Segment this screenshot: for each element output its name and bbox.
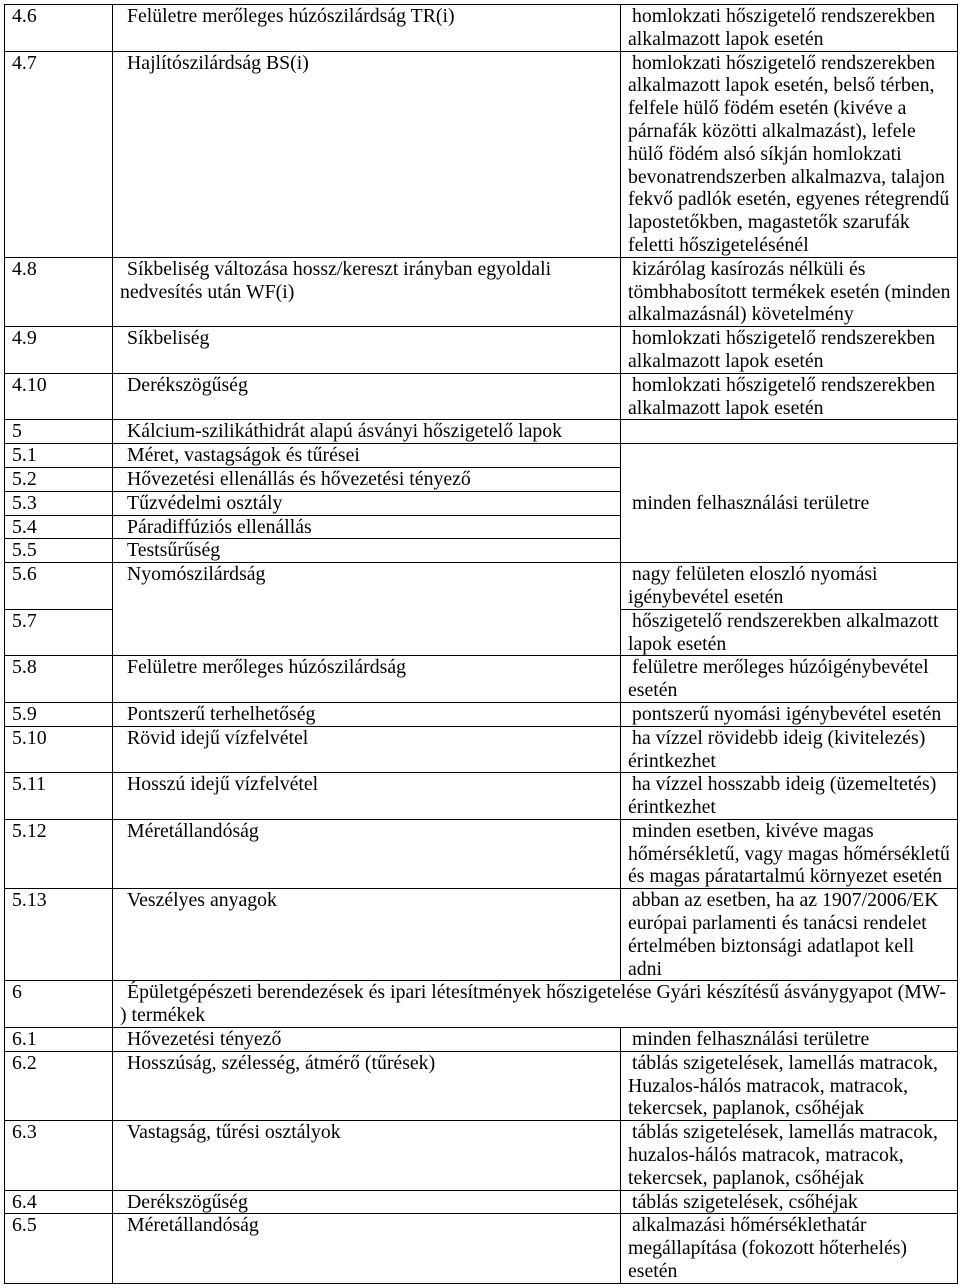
application-scope: felületre merőleges húzóigénybevétel esetén <box>621 656 958 703</box>
table-row <box>5 819 958 888</box>
item-number: 5.13 <box>5 889 113 981</box>
requirements-table <box>4 4 958 1284</box>
item-number: 4.8 <box>5 257 113 326</box>
application-scope: táblás szigetelések, lamellás matracok, huzalos-hálós matracok, matracok, tekercsek, paplanok, csőhéjak <box>621 1121 958 1190</box>
section-number: 6 <box>5 981 113 1028</box>
item-number: 5.3 <box>5 491 113 515</box>
item-number: 5.2 <box>5 467 113 491</box>
table-row <box>5 702 958 726</box>
item-number: 5.1 <box>5 444 113 468</box>
item-number: 4.6 <box>5 5 113 52</box>
table-row <box>5 373 958 420</box>
application-scope: homlokzati hőszigetelő rendszerekben alkalmazott lapok esetén <box>621 327 958 374</box>
item-number: 5.12 <box>5 819 113 888</box>
application-scope: alkalmazási hőmérséklethatár megállapítása (fokozott hőterhelés) esetén <box>621 1214 958 1283</box>
property-name: Hajlítószilárdság BS(i) <box>113 51 621 257</box>
item-number: 6.2 <box>5 1051 113 1120</box>
item-number: 6.1 <box>5 1028 113 1052</box>
property-name: Páradiffúziós ellenállás <box>113 515 621 539</box>
table-row <box>5 5 958 52</box>
table-row <box>5 1121 958 1190</box>
property-name: Hővezetési tényező <box>113 1028 621 1052</box>
table-row <box>5 889 958 981</box>
item-number: 5.4 <box>5 515 113 539</box>
application-scope: táblás szigetelések, csőhéjak <box>621 1190 958 1214</box>
application-scope: hőszigetelő rendszerekben alkalmazott lapok esetén <box>621 609 958 656</box>
application-scope: kizárólag kasírozás nélküli és tömbhabosított termékek esetén (minden alkalmazásnál) követelmény <box>621 257 958 326</box>
application-scope-merged: minden felhasználási területre <box>621 444 958 563</box>
item-number: 4.10 <box>5 373 113 420</box>
property-name: Rövid idejű vízfelvétel <box>113 726 621 773</box>
item-number: 5.11 <box>5 773 113 820</box>
application-scope: homlokzati hőszigetelő rendszerekben alkalmazott lapok esetén <box>621 373 958 420</box>
application-scope: abban az esetben, ha az 1907/2006/EK európai parlamenti és tanácsi rendelet értelmében biztonsági adatlapot kell adni <box>621 889 958 981</box>
table-row <box>5 656 958 703</box>
table-row <box>5 327 958 374</box>
table-row <box>5 1190 958 1214</box>
item-number: 4.7 <box>5 51 113 257</box>
section-title: Épületgépészeti berendezések és ipari létesítmények hőszigetelése Gyári készítésű ásványgyapot (MW- ) termékek <box>113 981 958 1028</box>
application-scope: táblás szigetelések, lamellás matracok, Huzalos-hálós matracok, matracok, tekercsek, paplanok, csőhéjak <box>621 1051 958 1120</box>
table-row <box>5 51 958 257</box>
section-number: 5 <box>5 420 113 444</box>
property-name: Hővezetési ellenállás és hővezetési tényező <box>113 467 621 491</box>
item-number: 6.5 <box>5 1214 113 1283</box>
table-row <box>5 1051 958 1120</box>
item-number: 5.10 <box>5 726 113 773</box>
table-row <box>5 563 958 610</box>
table-row <box>5 773 958 820</box>
table-row <box>5 726 958 773</box>
table-row <box>5 257 958 326</box>
property-name: Veszélyes anyagok <box>113 889 621 981</box>
item-number: 5.5 <box>5 539 113 563</box>
property-name: Méret, vastagságok és tűrései <box>113 444 621 468</box>
property-name: Méretállandóság <box>113 819 621 888</box>
application-scope: homlokzati hőszigetelő rendszerekben alkalmazott lapok esetén, belső térben, felfele hülő födém esetén (kivéve a párnafák közötti alkalmazást), lefele hülő födém alsó síkján homlokzati bevonatrendszerben alkalmazva, talajon fekvő padlók esetén, egyenes rétegrendű lapostetőkben, magastetők szarufák feletti hőszigetelésénél <box>621 51 958 257</box>
section-heading-row <box>5 981 958 1028</box>
property-name: Vastagság, tűrési osztályok <box>113 1121 621 1190</box>
property-name: Hosszúság, szélesség, átmérő (tűrések) <box>113 1051 621 1120</box>
property-name: Tűzvédelmi osztály <box>113 491 621 515</box>
property-name: Felületre merőleges húzószilárdság <box>113 656 621 703</box>
application-scope: pontszerű nyomási igénybevétel esetén <box>621 702 958 726</box>
application-scope: ha vízzel rövidebb ideig (kivitelezés) érintkezhet <box>621 726 958 773</box>
item-number: 5.6 <box>5 563 113 610</box>
property-name: Derékszögűség <box>113 1190 621 1214</box>
property-name: Méretállandóság <box>113 1214 621 1283</box>
table-row <box>5 1214 958 1283</box>
item-number: 6.4 <box>5 1190 113 1214</box>
property-name: Síkbeliség <box>113 327 621 374</box>
table-row <box>5 444 958 468</box>
application-scope: minden felhasználási területre <box>621 1028 958 1052</box>
empty-cell <box>621 420 958 444</box>
application-scope: ha vízzel hosszabb ideig (üzemeltetés) érintkezhet <box>621 773 958 820</box>
application-scope: minden esetben, kivéve magas hőmérsékletű, vagy magas hőmérsékletű és magas páratartalmú környezet esetén <box>621 819 958 888</box>
property-name: Pontszerű terhelhetőség <box>113 702 621 726</box>
item-number: 5.7 <box>5 609 113 656</box>
application-scope: homlokzati hőszigetelő rendszerekben alkalmazott lapok esetén <box>621 5 958 52</box>
section-title: Kálcium-szilikáthidrát alapú ásványi hőszigetelő lapok <box>113 420 621 444</box>
table-row <box>5 1028 958 1052</box>
property-name: Hosszú idejű vízfelvétel <box>113 773 621 820</box>
section-heading-row <box>5 420 958 444</box>
property-name: Testsűrűség <box>113 539 621 563</box>
property-name-merged: Nyomószilárdság <box>113 563 621 656</box>
item-number: 5.9 <box>5 702 113 726</box>
item-number: 4.9 <box>5 327 113 374</box>
property-name: Felületre merőleges húzószilárdság TR(i) <box>113 5 621 52</box>
item-number: 5.8 <box>5 656 113 703</box>
property-name: Derékszögűség <box>113 373 621 420</box>
property-name: Síkbeliség változása hossz/kereszt irányban egyoldali nedvesítés után WF(i) <box>113 257 621 326</box>
item-number: 6.3 <box>5 1121 113 1190</box>
application-scope: nagy felületen eloszló nyomási igénybevétel esetén <box>621 563 958 610</box>
